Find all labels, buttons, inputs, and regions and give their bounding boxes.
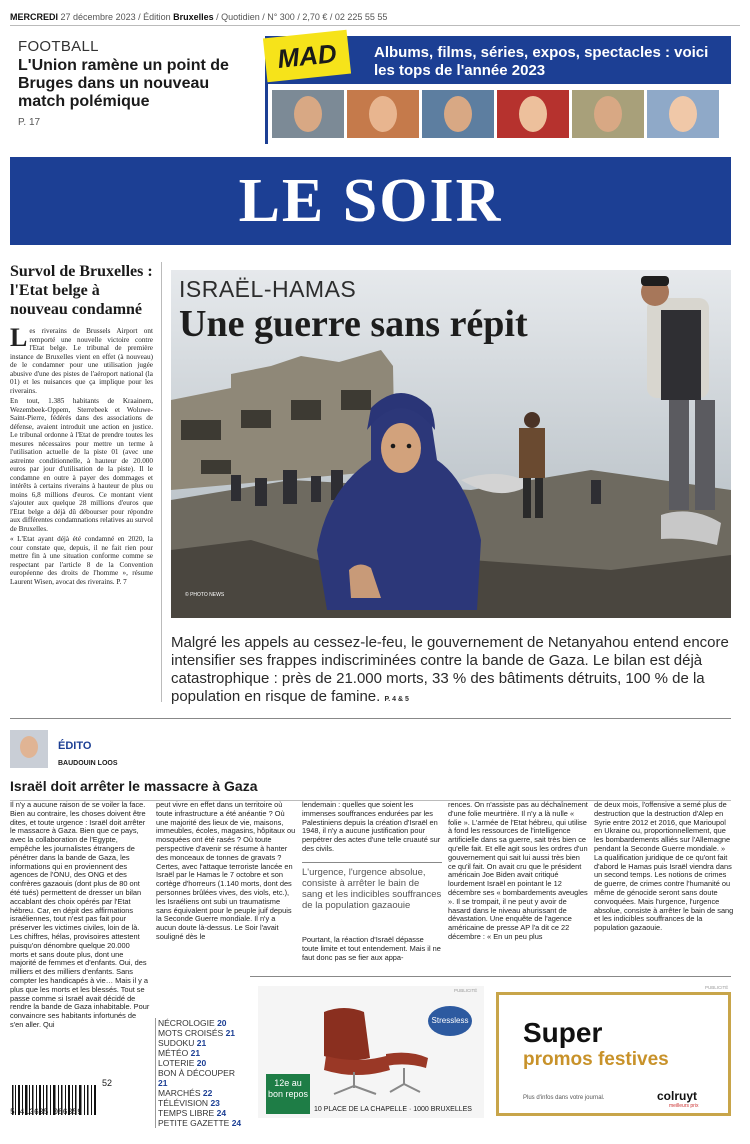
editorial-author: BAUDOUIN LOOS <box>58 760 118 767</box>
portrait-image <box>572 90 644 138</box>
edition-info-bar <box>10 12 740 26</box>
index-item[interactable]: TEMPS LIBRE 24 <box>158 1108 227 1118</box>
ad-subheadline: promos festives <box>523 1049 669 1070</box>
index-item[interactable]: MÉTÉO 21 <box>158 1048 201 1058</box>
left-article-body: Les riverains de Brussels Airport ont remporté une nouvelle victoire contre l'Etat belge. Le tribunal de première instance de Bruxelles vient en effet (à nouveau) de le condamner pour une utilisation jugée abusive d'une des pistes de l'aéroport national (la 01) et les nuisances que ça implique pour les riverains. En tout, 1.385 habitants de Kraainem, Wezembeek-Oppem, Sterrebeek et Woluwe-Saint-Pierre, fédérés dans des associations de défense, avaient introduit une action en justice. Le tribunal ordonne à l'Etat de prendre toutes les mesures nécessaires pour mettre un terme à l'utilisation actuelle de la piste 01 (avec une astreinte conditionnelle, à hauteur de 20.000 euros par jour d'utilisation de la piste). Il le condamne en outre à payer des dommages et intérêts à certains riverains à hauteur de plus ou moins 6,8 millions d'euros. Ce montant vient s'ajouter aux quelque 28 millions d'euros que l'Etat belge a déjà dû débourser pour répondre aux différentes condamnations relatives au survol de Bruxelles. « L'Etat ayant déjà été condamné en 2020, la cour constate que, depuis, il ne fait rien pour mettre fin à une situation conforme comme se respectant par l'article 8 de la Convention européenne des droits de l'homme », résume Laurent Wisen, avocat des riverains. P. 7 <box>10 323 153 586</box>
issue-meta: / Quotidien / N° 300 / 2,70 € / 02 225 55 55 <box>216 12 388 22</box>
left-article[interactable] <box>10 262 162 702</box>
ads-divider <box>250 976 731 977</box>
au-bon-repos-logo: 12e au bon repos <box>266 1074 310 1114</box>
main-photo[interactable] <box>171 270 731 618</box>
editorial-column-3-tail: Pourtant, la réaction d'Israël dépasse toute limite et tout entendement. Mais il ne faut donc pas se fier aux appa- <box>302 935 441 962</box>
barcode-issue: 52 <box>102 1078 113 1088</box>
sport-headline[interactable]: L'Union ramène un point de Bruges dans un nouveau match polémique <box>18 57 229 110</box>
mad-headline[interactable]: Albums, films, séries, expos, spectacles : voici les tops de l'année 2023 <box>374 44 709 79</box>
masthead-logo[interactable]: LE SOIR <box>10 157 731 245</box>
index-item[interactable]: BON À DÉCOUPER 21 <box>158 1068 235 1088</box>
barcode-number: 5 413635 086359 <box>10 1108 83 1117</box>
drop-cap: L <box>10 323 28 352</box>
editorial-column-2: peut vivre en effet dans un territoire où toute infrastructure a été anéantie ? Où une majorité des lieux de vie, maisons, immeubles, écoles, magasins, hôpitaux ou mosquées ont été rasés ? Où toute perspective d'avenir se résume à hanter des monceaux de tonnes de gravats ? Certes, avec l'attaque terroriste lancée en Israël par le Hamas le 7 octobre et son cortège d'horreurs (1.140 morts, dont des personnes brûlées vives, des viols, etc.), les Israéliens ont subi un traumatisme sans équivalent pour le peuple juif depuis la Seconde Guerre mondiale. Il n'y a aucun doute là-dessus. Le Soir l'avait souligné dès le <box>156 800 296 941</box>
colruyt-logo: colruyt <box>657 1089 698 1103</box>
index-item[interactable]: MOTS CROISÉS 21 <box>158 1028 236 1038</box>
index-item[interactable]: SUDOKU 21 <box>158 1038 207 1048</box>
main-story-lead-text: Malgré les appels au cessez-le-feu, le gouvernement de Netanyahou entend encore intensifier ses frappes indiscriminées contre la bande de Gaza. Le bilan est déjà catastrophique : près de 21.000 morts, 33 % des bâtiments détruits, 100 % de la population en risque de famine. <box>171 634 729 705</box>
ad-address: 10 PLACE DE LA CHAPELLE · 1000 BRUXELLES <box>314 1106 472 1113</box>
main-story-kicker: ISRAËL-HAMAS <box>179 276 357 302</box>
mad-logo: MAD <box>263 30 351 83</box>
issue-day: MERCREDI <box>10 12 59 22</box>
index-item[interactable]: TÉLÉVISION 23 <box>158 1098 220 1108</box>
main-story-page-ref: P. 4 & 5 <box>384 696 409 703</box>
index-item[interactable]: NÉCROLOGIE 20 <box>158 1018 227 1028</box>
armchair-image <box>314 1002 434 1102</box>
portrait-image <box>647 90 719 138</box>
portrait-image <box>272 90 344 138</box>
editorial-title[interactable]: Israël doit arrêter le massacre à Gaza <box>10 778 731 801</box>
main-story-lead[interactable] <box>171 634 731 709</box>
ad-tag: PUBLICITÉ <box>705 985 729 990</box>
mad-promo[interactable] <box>265 36 731 144</box>
portrait-image <box>497 90 569 138</box>
editorial-column-5: de deux mois, l'offensive a semé plus de destruction que la destruction d'Alep en Syrie entre 2012 et 2016, que Marioupol en Ukraine ou, proportionnellement, que les bombardements alliés sur l'Allemagne pendant la Seconde Guerre mondiale. » La qualification juridique de ce qu'ont fait d'abord le Hamas puis Israël viendra dans un second temps. Les notions de crimes de guerre, de crimes contre l'humanité ou même de génocide seront sans doute convoquées. Mais l'urgence, l'urgence absolue, consiste à arrêter le bain de sang et les indicibles souffrances de la population gazaouie. <box>594 800 734 933</box>
editorial-pullquote: L'urgence, l'urgence absolue, consiste à arrêter le bain de sang et les indicibles souffrances de la population gazaouie <box>302 862 442 911</box>
portrait-image <box>347 90 419 138</box>
editorial-divider <box>10 718 731 719</box>
ad-footnote: Plus d'infos dans votre journal. <box>523 1095 605 1101</box>
ad-tag: PUBLICITÉ <box>454 988 478 993</box>
page-index <box>155 1018 245 1128</box>
index-item[interactable]: PETITE GAZETTE 24 <box>158 1118 242 1128</box>
sport-page-ref: P. 17 <box>18 117 41 128</box>
index-item[interactable]: LOTERIE 20 <box>158 1058 207 1068</box>
colruyt-tagline: meilleurs prix <box>669 1103 699 1109</box>
colruyt-ad[interactable] <box>496 985 731 1116</box>
mad-portraits <box>272 90 719 138</box>
issue-edition: Bruxelles <box>173 12 214 22</box>
photo-credit: © PHOTO NEWS <box>185 592 225 598</box>
author-avatar <box>10 730 48 768</box>
editorial-label: ÉDITO <box>58 740 92 752</box>
left-article-headline[interactable]: Survol de Bruxelles : l'Etat belge à nouveau condamné <box>10 263 153 318</box>
index-item[interactable]: MARCHÉS 22 <box>158 1088 213 1098</box>
stressless-logo: Stressless <box>428 1006 472 1036</box>
issue-details: 27 décembre 2023 / Édition <box>60 12 171 22</box>
sport-teaser[interactable] <box>18 38 253 128</box>
editorial-column-4: rences. On n'assiste pas au déchaînement d'une folie meurtrière. Il n'y a là nulle « folie ». L'armée de l'Etat hébreu, qui utilise à fond les ressources de l'intelligence artificielle dans sa guerre, sait très bien ce qu'elle fait. Et elle agit sous les ordres d'un gouvernement qui sait lui aussi très bien ce qu'il fait. On avait cru que le président américain Joe Biden avait critiqué lourdement Israël en pointant le 12 décembre ses « bombardements aveugles ». Il se trompait, il ne peut y avoir de hasard dans le niveau ahurissant de dévastation. Une enquête de l'agence américaine de presse AP l'a dit ce 22 décembre : « En un peu plus <box>448 800 588 941</box>
portrait-image <box>422 90 494 138</box>
editorial-column-3: lendemain : quelles que soient les immenses souffrances endurées par les Palestiniens depuis la création d'Israël en 1948, il n'y a aucune justification pour perpétrer des actes d'une telle cruauté sur des civils. <box>302 800 441 853</box>
main-story-headline[interactable]: Une guerre sans répit <box>179 303 528 345</box>
sport-kicker: FOOTBALL <box>18 38 99 55</box>
editorial-column-1: Il n'y a aucune raison de se voiler la face. Bien au contraire, les choses doivent être dites, et toute urgence : Israël doit arrêter le massacre à Gaza. Bien que ce pays, avec la collaboration de l'Egypte, empêche les journalistes étrangers de pénétrer dans la bande de Gaza, les informations qui en proviennent des agences de l'ONU, des ONG et des confrères gazaouis (dont plus de 80 ont été tués) permettent de dresser un bilan accablant des choix opérés par l'Etat hébreu. Car, en dépit des affirmations israéliennes, tout n'est pas fait pour préserver les victimes civiles, loin de là. Les chiffres, hélas, provisoires attestent puisqu'on dénombre quelque 20.000 morts et sans doute plus, dont une majorité de femmes et d'enfants. Oui, des milliers et des milliers d'enfants. Sans compter les handicapés à vie… Mais il y a plus que les morts et les blessés. Tout se passe comme si Israël avait décidé de rendre la bande de Gaza inhabitable. Pour convaincre ses habitants infortunés de s'en aller. Qui <box>10 800 150 1029</box>
stressless-ad[interactable] <box>258 986 484 1118</box>
ad-headline: Super <box>523 1017 603 1048</box>
